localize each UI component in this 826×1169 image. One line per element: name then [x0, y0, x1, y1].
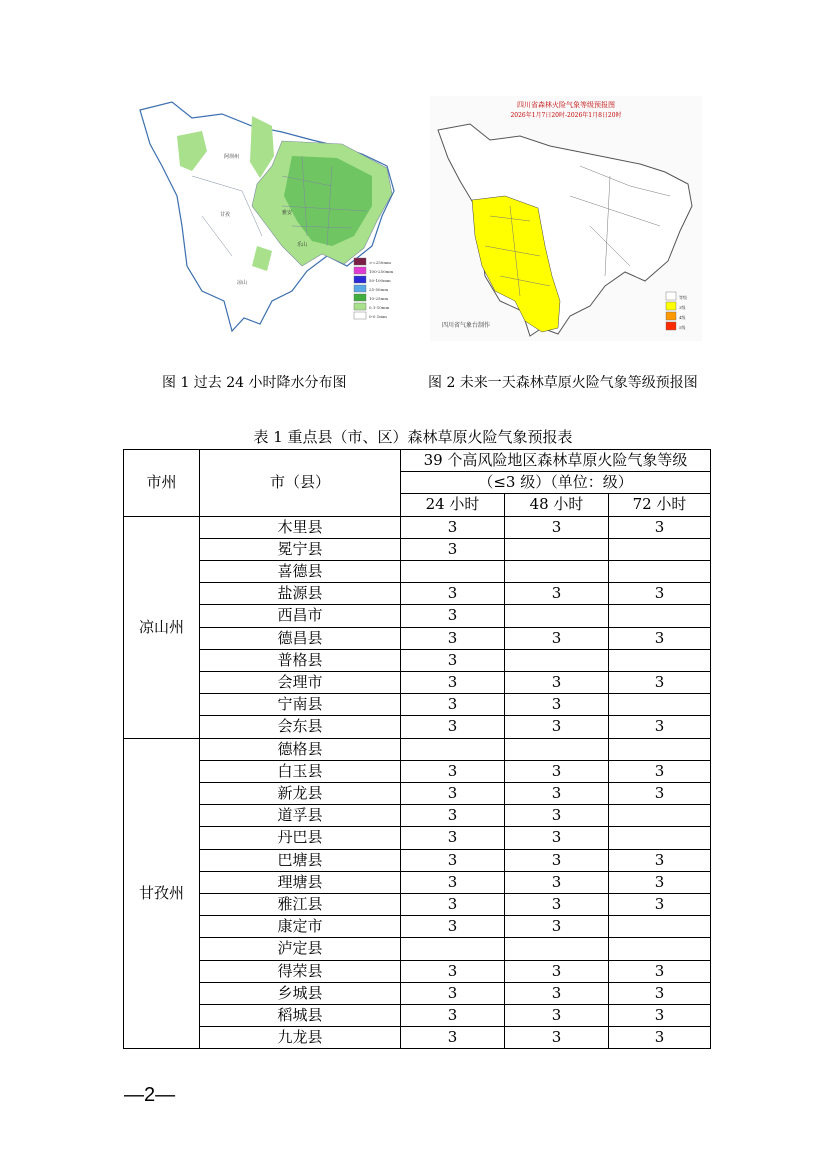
level-72h-cell: 3: [609, 982, 711, 1004]
legend-label: 10-25mm: [369, 296, 389, 301]
level-72h-cell: 3: [609, 583, 711, 605]
county-cell: 普格县: [200, 649, 401, 671]
county-cell: 雅江县: [200, 894, 401, 916]
county-cell: 理塘县: [200, 871, 401, 893]
level-48h-cell: 3: [505, 827, 609, 849]
level-24h-cell: 3: [401, 694, 505, 716]
figure1-caption: 图 1 过去 24 小时降水分布图: [162, 375, 347, 391]
level-24h-cell: 3: [401, 849, 505, 871]
header-24h: 24 小时: [401, 494, 505, 516]
region-label-liangshan: 凉山: [237, 280, 248, 286]
precipitation-map: [132, 96, 397, 336]
header-prefecture: 市州: [124, 450, 200, 517]
level-72h-cell: 3: [609, 871, 711, 893]
level-48h-cell: 3: [505, 672, 609, 694]
county-cell: 会东县: [200, 716, 401, 738]
legend-swatch: [666, 312, 676, 320]
level-72h-cell: [609, 805, 711, 827]
level-24h-cell: [401, 938, 505, 960]
level-48h-cell: [505, 538, 609, 560]
prefecture-cell: 凉山州: [124, 516, 200, 738]
table-row: [124, 827, 711, 849]
map2-subtitle: 2026年1月7日20时-2026年1月8日20时: [510, 112, 622, 119]
legend-swatch: [354, 258, 366, 265]
level-72h-cell: [609, 694, 711, 716]
level-24h-cell: 3: [401, 960, 505, 982]
table-row: [124, 516, 711, 538]
legend-label: 100-250mm: [369, 269, 394, 274]
prefecture-cell: 甘孜州: [124, 738, 200, 1049]
table-row: [124, 694, 711, 716]
level-72h-cell: 3: [609, 516, 711, 538]
table-title: 表 1 重点县（市、区）森林草原火险气象预报表: [253, 428, 573, 446]
level-48h-cell: 3: [505, 694, 609, 716]
level-24h-cell: [401, 738, 505, 760]
county-cell: 康定市: [200, 916, 401, 938]
legend-label: 3级: [679, 305, 686, 310]
legend-label: 0.1-10mm: [369, 305, 390, 310]
table-row: [124, 672, 711, 694]
level-24h-cell: 3: [401, 760, 505, 782]
legend-label: 5级: [679, 325, 686, 330]
table-row: [124, 960, 711, 982]
county-cell: 木里县: [200, 516, 401, 538]
legend-swatch: [354, 312, 366, 319]
level-48h-cell: [505, 938, 609, 960]
level-72h-cell: 3: [609, 627, 711, 649]
level-24h-cell: 3: [401, 982, 505, 1004]
level-24h-cell: 3: [401, 627, 505, 649]
level-72h-cell: [609, 538, 711, 560]
table-row: [124, 916, 711, 938]
table-row: [124, 871, 711, 893]
county-cell: 德昌县: [200, 627, 401, 649]
legend-label: 25-50mm: [369, 287, 389, 292]
county-cell: 喜德县: [200, 561, 401, 583]
county-cell: 西昌市: [200, 605, 401, 627]
legend-swatch: [354, 276, 366, 283]
map2-title: 四川省森林火险气象等级预报图: [517, 101, 615, 109]
forecast-table: [123, 449, 711, 1049]
level-72h-cell: 3: [609, 849, 711, 871]
legend-label: 50-100mm: [369, 278, 391, 283]
level-48h-cell: 3: [505, 783, 609, 805]
region-label-ganzi: 甘孜: [220, 212, 231, 218]
level-24h-cell: 3: [401, 1005, 505, 1027]
table-row: [124, 805, 711, 827]
level-24h-cell: 3: [401, 871, 505, 893]
level-24h-cell: 3: [401, 894, 505, 916]
table-row: [124, 649, 711, 671]
header-72h: 72 小时: [609, 494, 711, 516]
level-48h-cell: 3: [505, 627, 609, 649]
header-48h: 48 小时: [505, 494, 609, 516]
county-cell: 泸定县: [200, 938, 401, 960]
level-48h-cell: 3: [505, 583, 609, 605]
legend-label: 4级: [679, 315, 686, 320]
legend-swatch: [666, 322, 676, 330]
level-24h-cell: 3: [401, 583, 505, 605]
figure2-caption: 图 2 未来一天森林草原火险气象等级预报图: [428, 375, 698, 391]
level-48h-cell: 3: [505, 1027, 609, 1049]
county-cell: 巴塘县: [200, 849, 401, 871]
level-48h-cell: 3: [505, 871, 609, 893]
level-24h-cell: 3: [401, 916, 505, 938]
table-row: [124, 1027, 711, 1049]
table-row: [124, 627, 711, 649]
region-label-leshan: 乐山: [297, 242, 308, 248]
level-48h-cell: [505, 649, 609, 671]
map2-issuer: 四川省气象台制作: [442, 322, 491, 329]
level-24h-cell: 3: [401, 805, 505, 827]
table-row: [124, 1005, 711, 1027]
level-72h-cell: 3: [609, 783, 711, 805]
header-county: 市（县）: [200, 450, 401, 517]
level-48h-cell: 3: [505, 1005, 609, 1027]
region-label-aba: 阿坝州: [224, 154, 240, 160]
table-row: [124, 982, 711, 1004]
table-row: [124, 783, 711, 805]
level-24h-cell: [401, 561, 505, 583]
level-24h-cell: 3: [401, 605, 505, 627]
county-cell: 宁南县: [200, 694, 401, 716]
level-72h-cell: 3: [609, 1005, 711, 1027]
header-group: 39 个高风险地区森林草原火险气象等级: [401, 450, 711, 472]
county-cell: 新龙县: [200, 783, 401, 805]
level-24h-cell: 3: [401, 783, 505, 805]
level-48h-cell: 3: [505, 982, 609, 1004]
header-group-unit: （≤3 级）（单位：级）: [401, 472, 711, 494]
level-48h-cell: 3: [505, 716, 609, 738]
level-48h-cell: 3: [505, 760, 609, 782]
level-72h-cell: [609, 827, 711, 849]
table-row: [124, 849, 711, 871]
table-row: [124, 561, 711, 583]
level-24h-cell: 3: [401, 1027, 505, 1049]
level-72h-cell: 3: [609, 672, 711, 694]
level-72h-cell: [609, 649, 711, 671]
legend-swatch: [666, 292, 676, 300]
county-cell: 九龙县: [200, 1027, 401, 1049]
table-row: [124, 894, 711, 916]
level-72h-cell: [609, 605, 711, 627]
level-72h-cell: 3: [609, 894, 711, 916]
level-48h-cell: [505, 561, 609, 583]
level-48h-cell: 3: [505, 916, 609, 938]
level-24h-cell: 3: [401, 827, 505, 849]
level-48h-cell: [505, 738, 609, 760]
county-cell: 丹巴县: [200, 827, 401, 849]
level-48h-cell: [505, 605, 609, 627]
table-row: [124, 760, 711, 782]
region-label-yaan: 雅安: [282, 210, 293, 216]
legend-swatch: [354, 294, 366, 301]
county-cell: 盐源县: [200, 583, 401, 605]
level-72h-cell: 3: [609, 716, 711, 738]
table-row: [124, 583, 711, 605]
level-72h-cell: 3: [609, 960, 711, 982]
level-48h-cell: 3: [505, 960, 609, 982]
table-row: [124, 538, 711, 560]
county-cell: 德格县: [200, 738, 401, 760]
level-72h-cell: [609, 561, 711, 583]
level-72h-cell: [609, 916, 711, 938]
legend-label: 等级: [679, 295, 687, 300]
legend-swatch: [354, 267, 366, 274]
county-cell: 稻城县: [200, 1005, 401, 1027]
level-48h-cell: 3: [505, 849, 609, 871]
table-row: [124, 716, 711, 738]
level-72h-cell: [609, 938, 711, 960]
legend-label: >=250mm: [369, 260, 391, 265]
legend-swatch: [354, 285, 366, 292]
level-48h-cell: 3: [505, 894, 609, 916]
level-24h-cell: 3: [401, 672, 505, 694]
level-48h-cell: 3: [505, 805, 609, 827]
county-cell: 冕宁县: [200, 538, 401, 560]
level-72h-cell: 3: [609, 1027, 711, 1049]
level-48h-cell: 3: [505, 516, 609, 538]
legend-swatch: [666, 302, 676, 310]
precipitation-legend: [354, 258, 393, 319]
table-row: [124, 738, 711, 760]
level-24h-cell: 3: [401, 716, 505, 738]
level-24h-cell: 3: [401, 516, 505, 538]
level-24h-cell: 3: [401, 538, 505, 560]
legend-swatch: [354, 303, 366, 310]
legend-label: 0-0.1mm: [369, 314, 387, 319]
county-cell: 乡城县: [200, 982, 401, 1004]
fire-danger-map: [430, 96, 702, 341]
level-72h-cell: 3: [609, 760, 711, 782]
county-cell: 道孚县: [200, 805, 401, 827]
county-cell: 得荣县: [200, 960, 401, 982]
county-cell: 会理市: [200, 672, 401, 694]
level-24h-cell: 3: [401, 649, 505, 671]
county-cell: 白玉县: [200, 760, 401, 782]
table-row: [124, 938, 711, 960]
page-number: —2—: [124, 1084, 176, 1106]
level-72h-cell: [609, 738, 711, 760]
table-row: [124, 605, 711, 627]
